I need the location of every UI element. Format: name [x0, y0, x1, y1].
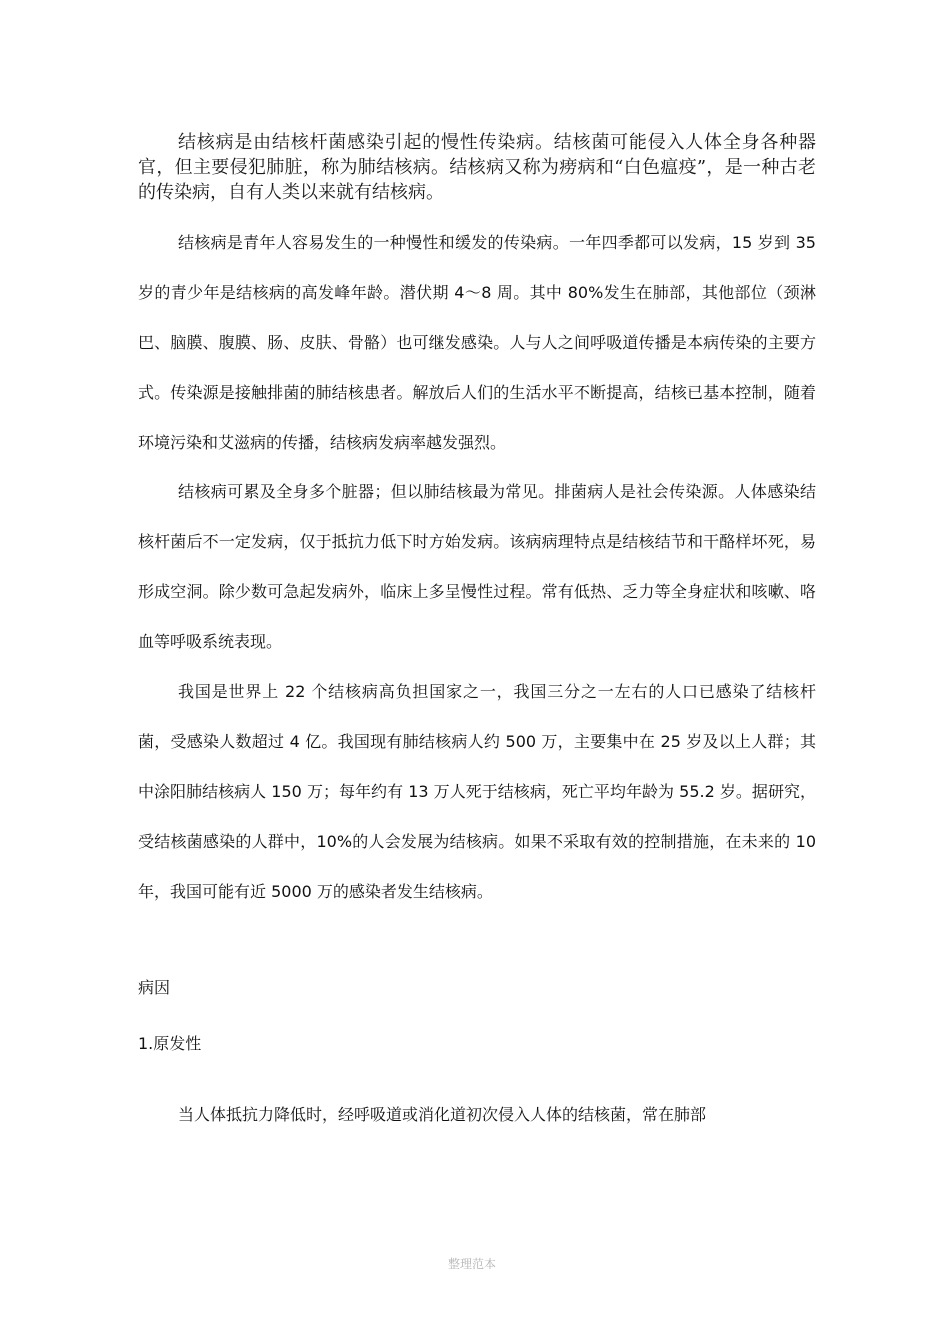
paragraph-transmission: 结核病是青年人容易发生的一种慢性和缓发的传染病。一年四季都可以发病，15 岁到 35 岁的青少年是结核病的高发峰年龄。潜伏期 4～8 周。其中 80%发生在肺部，其他部位（颈淋巴、脑膜、腹膜、肠、皮肤、骨骼）也可继发感染。人与人之间呼吸道传播是本病传染的主要方式。传染源是接触排菌的肺结核患者。解放后人们的生活水平不断提高，结核已基本控制，随着环境污染和艾滋病的传播，结核病发病率越发强烈。 — [138, 233, 816, 452]
paragraph-pathology: 结核病可累及全身多个脏器；但以肺结核最为常见。排菌病人是社会传染源。人体感染结核杆菌后不一定发病，仅于抵抗力低下时方始发病。该病病理特点是结核结节和干酪样坏死，易形成空洞。除少数可急起发病外，临床上多呈慢性过程。常有低热、乏力等全身症状和咳嗽、咯血等呼吸系统表现。 — [138, 482, 816, 651]
paragraph-intro: 结核病是由结核杆菌感染引起的慢性传染病。结核菌可能侵入人体全身各种器官，但主要侵犯肺脏，称为肺结核病。结核病又称为痨病和“白色瘟疫”，是一种古老的传染病，自有人类以来就有结核病。 — [138, 132, 816, 203]
section-heading-cause: 病因 — [138, 978, 171, 997]
paragraph-primary-description: 当人体抵抗力降低时，经呼吸道或消化道初次侵入人体的结核菌，常在肺部 — [178, 1105, 707, 1124]
subheading-primary: 1.原发性 — [138, 1034, 202, 1053]
page-footer: 整理范本 — [448, 1257, 497, 1271]
paragraph-statistics: 我国是世界上 22 个结核病高负担国家之一，我国三分之一左右的人口已感染了结核杆菌，受感染人数超过 4 亿。我国现有肺结核病人约 500 万，主要集中在 25 岁及以上人群；其中涂阳肺结核病人 150 万；每年约有 13 万人死于结核病，死亡平均年龄为 55.2 岁。据研究，受结核菌感染的人群中，10%的人会发展为结核病。如果不采取有效的控制措施，在未来的 10 年，我国可能有近 5000 万的感染者发生结核病。 — [138, 682, 816, 901]
